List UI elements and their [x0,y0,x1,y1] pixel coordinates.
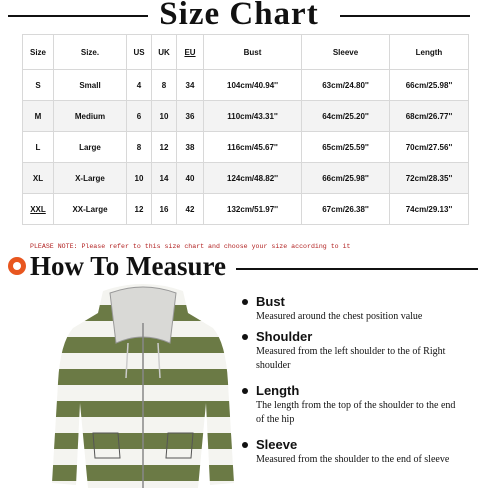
measure-name: Sleeve [256,437,298,452]
title-rule-right [340,15,470,17]
cell-size-name: Large [54,132,127,163]
bullet-icon [242,334,248,340]
size-note: PLEASE NOTE: Please refer to this size chart and choose your size according to it [30,243,351,250]
cell-size: XL [23,163,54,194]
col-header: UK [152,35,177,70]
cell-us: 6 [127,101,152,132]
bullet-icon [242,442,248,448]
bullet-icon [242,299,248,305]
cell-size-name: XX-Large [54,194,127,225]
size-table [22,34,469,225]
cell-bust: 110cm/43.31'' [204,101,302,132]
cell-eu: 42 [177,194,204,225]
cell-length: 72cm/28.35'' [390,163,469,194]
measure-length [242,383,477,427]
cell-us: 8 [127,132,152,163]
bullet-icon [242,388,248,394]
cell-length: 66cm/25.98'' [390,70,469,101]
cell-bust: 124cm/48.82'' [204,163,302,194]
product-image [48,283,238,495]
cell-size-name: Medium [54,101,127,132]
table-row [23,163,469,194]
measure-desc: Measured from the left shoulder to the of Right shoulder [256,346,446,371]
col-header: Size [23,35,54,70]
cell-eu: 38 [177,132,204,163]
cell-length: 70cm/27.56'' [390,132,469,163]
header-rule [236,268,478,270]
cell-bust: 104cm/40.94'' [204,70,302,101]
cell-us: 10 [127,163,152,194]
measure-sleeve [242,437,477,467]
cell-eu: 40 [177,163,204,194]
cell-bust: 132cm/51.97'' [204,194,302,225]
col-header: US [127,35,152,70]
page-title: Size Chart [159,0,319,32]
cell-uk: 8 [152,70,177,101]
cell-uk: 10 [152,101,177,132]
measure-desc: The length from the top of the shoulder to the end of the hip [256,400,456,425]
cell-eu: 34 [177,70,204,101]
cell-size: L [23,132,54,163]
cell-size: M [23,101,54,132]
cell-uk: 12 [152,132,177,163]
col-header: Bust [204,35,302,70]
measure-shoulder [242,329,477,373]
cell-sleeve: 67cm/26.38'' [302,194,390,225]
cell-sleeve: 65cm/25.59'' [302,132,390,163]
cell-size: XXL [23,194,54,225]
cell-uk: 16 [152,194,177,225]
col-header: EU [177,35,204,70]
col-header: Sleeve [302,35,390,70]
cell-sleeve: 64cm/25.20'' [302,101,390,132]
measure-name: Shoulder [256,329,313,344]
target-icon [8,257,26,275]
col-header: Length [390,35,469,70]
cell-length: 74cm/29.13'' [390,194,469,225]
measure-bust [242,294,477,324]
cell-sleeve: 66cm/25.98'' [302,163,390,194]
cell-us: 12 [127,194,152,225]
cell-size: S [23,70,54,101]
table-header-row [23,35,469,70]
cell-bust: 116cm/45.67'' [204,132,302,163]
how-to-measure-header [0,253,478,283]
cell-length: 68cm/26.77'' [390,101,469,132]
col-header: Size. [54,35,127,70]
how-to-measure-title: How To Measure [30,251,227,281]
measure-name: Length [256,383,300,398]
table-row [23,194,469,225]
cell-us: 4 [127,70,152,101]
cell-eu: 36 [177,101,204,132]
measure-name: Bust [256,294,285,309]
measure-desc: Measured around the chest position value [256,311,423,322]
table-row [23,132,469,163]
size-chart-header [0,0,478,34]
table-row [23,101,469,132]
cell-sleeve: 63cm/24.80'' [302,70,390,101]
cell-size-name: X-Large [54,163,127,194]
table-row [23,70,469,101]
measure-desc: Measured from the shoulder to the end of sleeve [256,454,450,465]
cell-uk: 14 [152,163,177,194]
cell-size-name: Small [54,70,127,101]
